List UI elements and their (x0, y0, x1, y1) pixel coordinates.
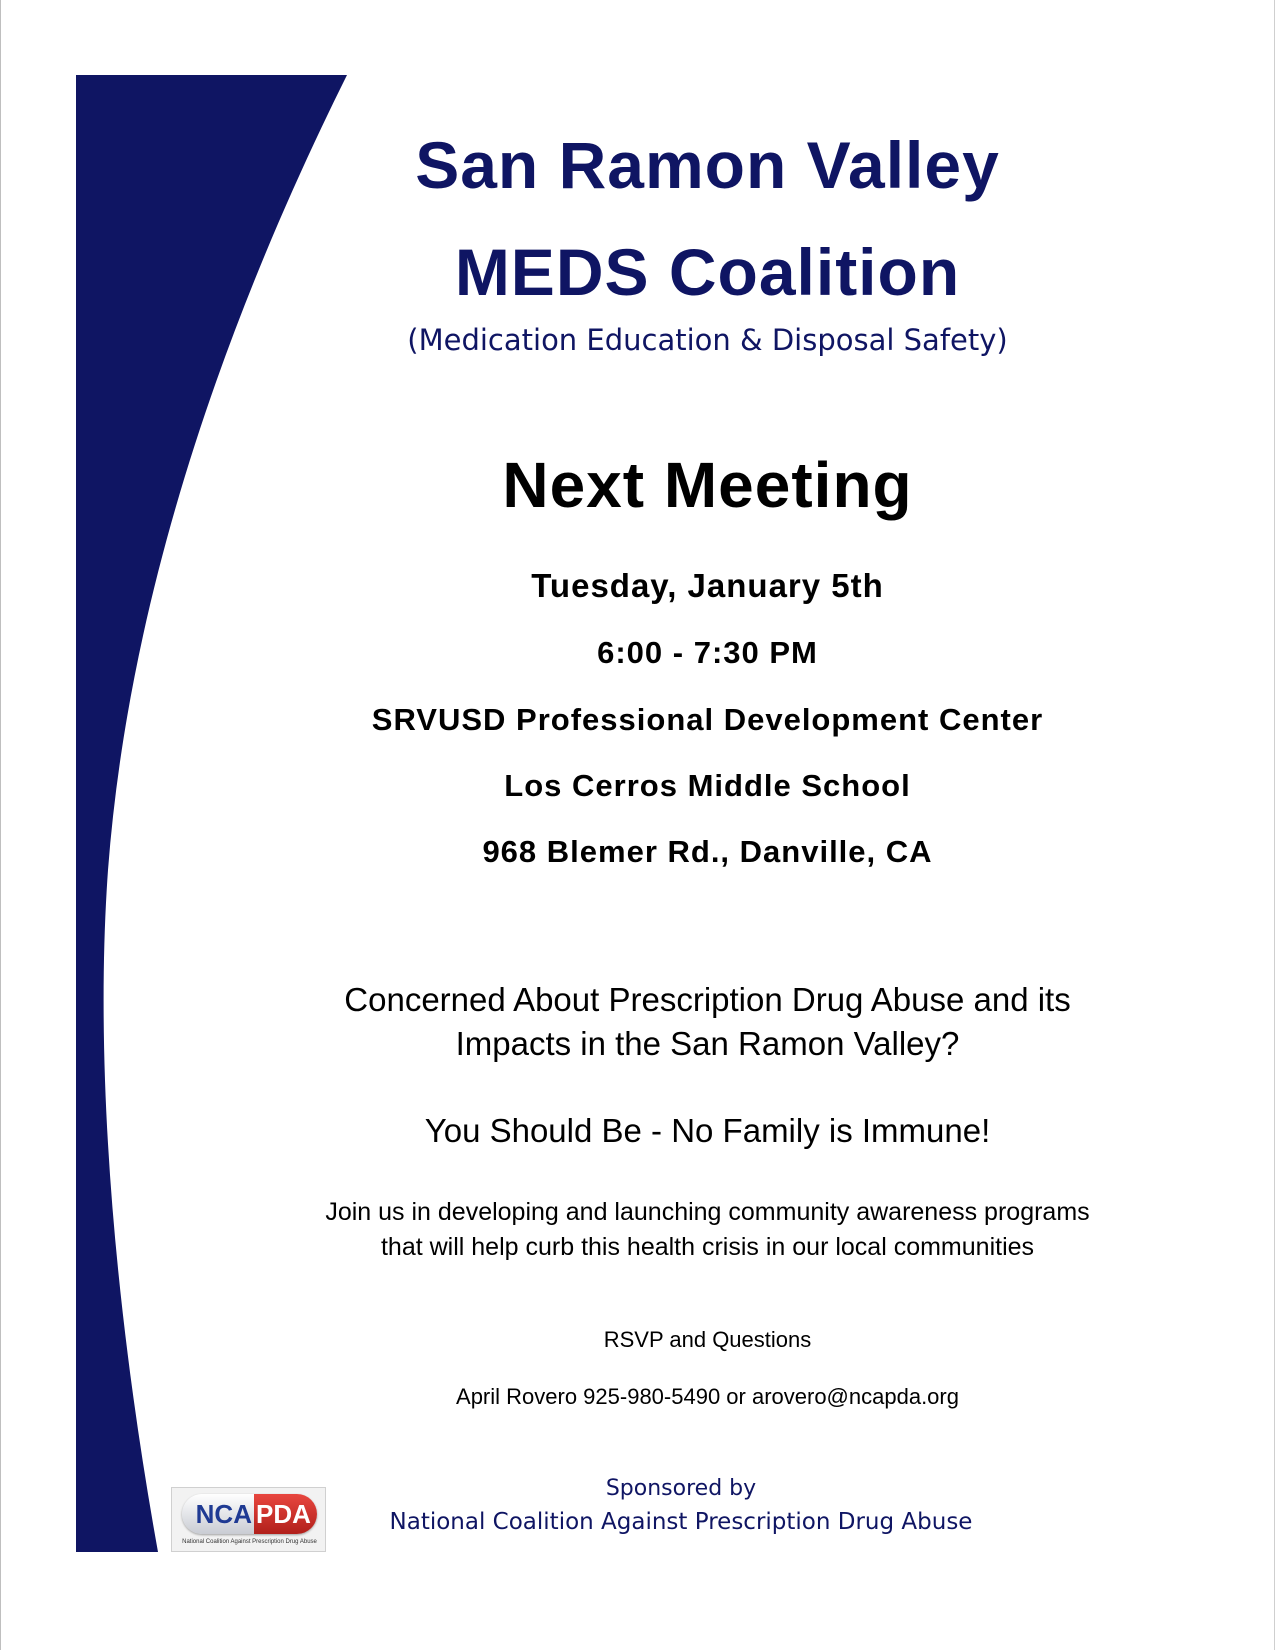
concern-question-line-2: Impacts in the San Ramon Valley? (455, 1025, 960, 1062)
meeting-address: 968 Blemer Rd., Danville, CA (482, 834, 933, 869)
logo-pda-text: PDA (254, 1494, 317, 1534)
rsvp-label: RSVP and Questions (603, 1327, 812, 1352)
invitation-text (140, 1195, 1275, 1265)
meeting-heading: Next Meeting (502, 449, 913, 521)
invitation-line-2: that will help curb this health crisis in our local communities (380, 1233, 1035, 1261)
concern-question (140, 978, 1275, 1066)
title-line-2: MEDS Coalition (454, 235, 961, 309)
meeting-school: Los Cerros Middle School (504, 768, 911, 803)
logo-tagline: National Coalition Against Prescription Drug Abuse (182, 1539, 317, 1545)
subtitle: (Medication Education & Disposal Safety) (407, 323, 1008, 357)
meeting-date: Tuesday, January 5th (531, 567, 884, 604)
concern-answer: You Should Be - No Family is Immune! (424, 1112, 991, 1149)
concern-question-line-1: Concerned About Prescription Drug Abuse and its (344, 981, 1071, 1018)
rsvp-contact: April Rovero 925-980-5490 or arovero@ncapda.org (456, 1384, 959, 1409)
title-line-1: San Ramon Valley (415, 128, 1000, 202)
sponsor-name: National Coalition Against Prescription Drug Abuse (389, 1509, 973, 1535)
ncapda-logo (171, 1487, 326, 1552)
logo-nca-text: NCA (182, 1494, 254, 1534)
meeting-venue: SRVUSD Professional Development Center (371, 702, 1044, 737)
meeting-time: 6:00 - 7:30 PM (597, 635, 818, 670)
invitation-line-1: Join us in developing and launching community awareness programs (325, 1198, 1090, 1226)
sponsor-label: Sponsored by (605, 1476, 757, 1501)
ncapda-logo-badge (182, 1494, 317, 1534)
